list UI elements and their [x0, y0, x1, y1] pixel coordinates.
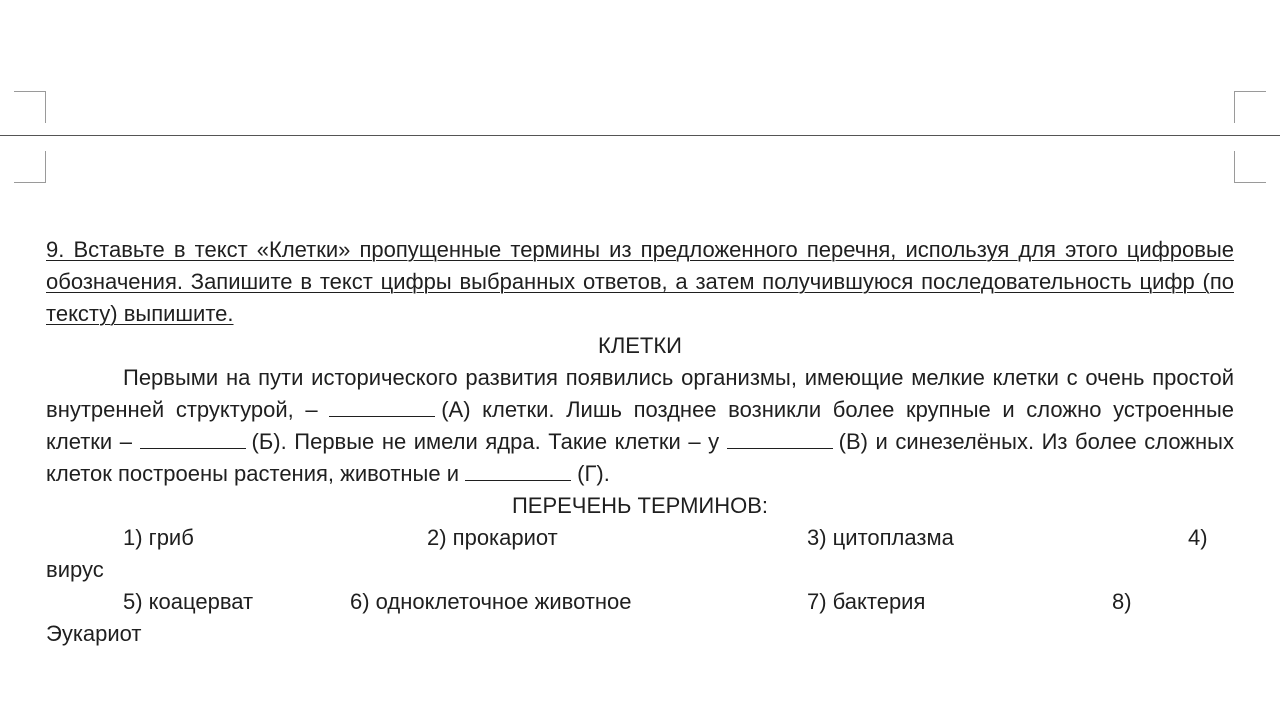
term-5: 5) коацерват	[123, 589, 254, 614]
crop-mark-top-right-upper	[1234, 91, 1266, 123]
passage-part-5: (Г).	[577, 461, 610, 486]
term-8-number: 8)	[1112, 589, 1132, 614]
term-4-word: вирус	[46, 557, 104, 582]
passage-part-4: (В) и синезелёных. Из более сложных клеток построены растения, животные и	[46, 429, 1234, 486]
terms-title: ПЕРЕЧЕНЬ ТЕРМИНОВ:	[511, 493, 769, 518]
passage-part-1: Первыми на пути исторического развития появились организмы, имеющие мелкие клетки с очень простой внутренней структурой, –	[46, 365, 1234, 422]
passage-part-2: (А) клетки. Лишь позднее возникли более крупные и сложно устроенные клетки –	[46, 397, 1234, 454]
task-instruction: 9. Вставьте в текст «Клетки» пропущенные термины из предложенного перечня, используя для этого цифровые обозначения. Запишите в текст цифры выбранных ответов, а затем получившуюся последовательность цифр (по тексту) выпишите.	[46, 237, 1234, 326]
terms-row-1	[46, 522, 1234, 586]
blank-v	[727, 426, 833, 449]
term-2: 2) прокариот	[427, 525, 558, 550]
crop-mark-top-right-lower	[1234, 151, 1266, 183]
text-title: КЛЕТКИ	[598, 333, 682, 358]
blank-b	[140, 426, 246, 449]
blank-a	[329, 394, 435, 417]
term-7: 7) бактерия	[807, 589, 926, 614]
document-body	[46, 234, 1234, 650]
passage	[46, 362, 1234, 490]
page-break-line	[0, 135, 1280, 136]
passage-part-3: (Б). Первые не имели ядра. Такие клетки – у	[251, 429, 727, 454]
crop-mark-top-left-upper	[14, 91, 46, 123]
crop-mark-top-left-lower	[14, 151, 46, 183]
term-4-number: 4)	[1188, 525, 1208, 550]
terms-row-2	[46, 586, 1234, 650]
term-8-word: Эукариот	[46, 621, 142, 646]
term-1: 1) гриб	[123, 525, 194, 550]
term-6: 6) одноклеточное животное	[350, 589, 632, 614]
blank-g	[465, 458, 571, 481]
term-3: 3) цитоплазма	[807, 525, 954, 550]
